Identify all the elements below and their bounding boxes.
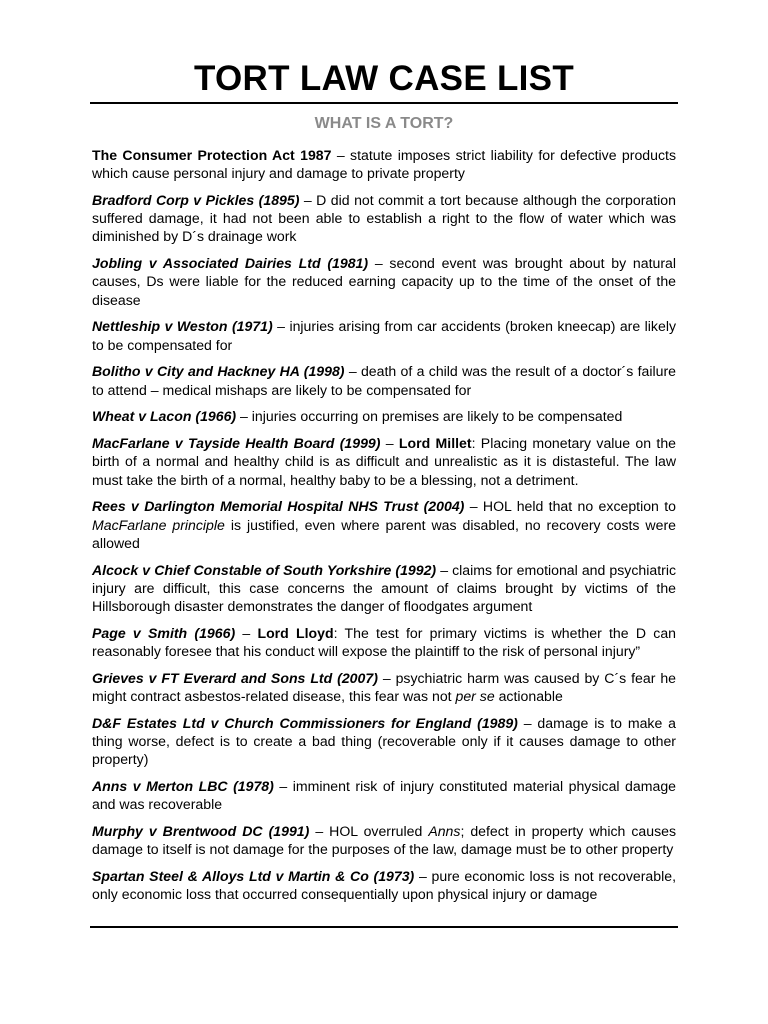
emphasis-text: Anns [428,823,461,840]
section-subtitle: WHAT IS A TORT? [314,115,454,132]
case-summary: – pure economic loss is not recoverable, only economic loss that occurred consequentially upon physical injury or damage [92,868,676,903]
emphasis-text: per se [455,688,495,705]
case-entry [92,624,676,660]
case-summary-cont: is justified, even where parent was disabled, no recovery costs were allowed [92,516,676,551]
case-entry [92,669,676,705]
case-summary: – damage is to make a thing worse, defect is to create a bad thing (recoverable only if it causes damage to other property) [92,714,676,768]
case-entry [92,191,676,246]
case-entry [92,714,676,769]
case-summary-cont: ; defect in property which causes damage to itself is not damage for the purposes of the law, damage must be to other property [92,823,676,858]
case-entry [92,822,676,858]
case-name: Murphy v Brentwood DC (1991) [92,823,310,840]
case-summary-cont: : The test for primary victims is whether the D can reasonably foresee that his conduct will expose the plaintiff to the risk of personal injury” [92,624,676,660]
case-name: Bolitho v City and Hackney HA (1998) [92,363,345,380]
bottom-divider [90,926,678,928]
case-name: Alcock v Chief Constable of South Yorkshire (1992) [92,561,437,578]
case-summary: – psychiatric harm was caused by C´s fear he might contract asbestos-related disease, this fear was not [92,669,676,705]
case-name: MacFarlane v Tayside Health Board (1999) [92,435,381,452]
case-name: Jobling v Associated Dairies Ltd (1981) [92,255,369,272]
case-name: Rees v Darlington Memorial Hospital NHS Trust (2004) [92,498,465,515]
case-summary: – [235,624,258,641]
case-list [92,146,676,912]
case-name: Grieves v FT Everard and Sons Ltd (2007) [92,669,378,686]
case-entry [92,362,676,398]
case-summary: – HOL overruled [309,823,429,840]
case-name: D&F Estates Ltd v Church Commissioners for England (1989) [92,714,518,731]
emphasis-text: MacFarlane principle [92,516,225,533]
case-entry [92,497,676,552]
case-name: Nettleship v Weston (1971) [92,318,273,335]
case-entry [92,317,676,353]
case-entry [92,561,676,616]
case-summary: – D did not commit a tort because although the corporation suffered damage, it had not been able to establish a right to the flow of water which was diminished by D´s drainage work [92,192,676,245]
case-entry [92,407,676,425]
case-summary: – injuries occurring on premises are likely to be compensated [236,408,623,425]
case-summary: – statute imposes strict liability for defective products which cause personal injury and damage to private property [92,147,676,182]
case-summary: – second event was brought about by natural causes, Ds were liable for the reduced earning capacity up to the time of the onset of the disease [92,255,677,308]
case-summary-cont: : Placing monetary value on the birth of a normal and healthy child is as difficult and unrealistic as it is distasteful. The law must take the birth of a normal, healthy baby to be a blessing, not a detriment. [92,435,676,488]
case-entry [92,146,676,182]
case-name: Spartan Steel & Alloys Ltd v Martin & Co (1973) [92,868,415,885]
case-name: Bradford Corp v Pickles (1895) [92,192,300,208]
case-summary: – death of a child was the result of a doctor´s failure to attend – medical mishaps are likely to be compensated for [92,363,676,398]
page-title: TORT LAW CASE LIST [193,59,575,98]
case-summary: – imminent risk of injury constituted material physical damage and was recoverable [92,778,676,813]
case-entry [92,777,676,813]
case-summary: – injuries arising from car accidents (broken kneecap) are likely to be compensated for [92,318,676,353]
case-entry [92,867,676,903]
case-entry [92,254,676,309]
case-name: Wheat v Lacon (1966) [92,408,237,425]
case-name: The Consumer Protection Act 1987 [92,147,332,163]
case-summary: – [380,435,399,452]
case-name: Page v Smith (1966) [92,624,236,641]
case-summary: – claims for emotional and psychiatric injury are difficult, this case concerns the amount of claims brought by victims of the Hillsborough disaster demonstrates the danger of floodgates argument [92,561,676,615]
case-summary-cont: actionable [494,688,563,705]
judge-name: Lord Millet [398,435,472,452]
judge-name: Lord Lloyd [257,624,334,641]
case-name: Anns v Merton LBC (1978) [92,778,274,795]
case-entry [92,434,676,489]
case-summary: – HOL held that no exception to [464,498,676,515]
top-divider [90,102,678,104]
